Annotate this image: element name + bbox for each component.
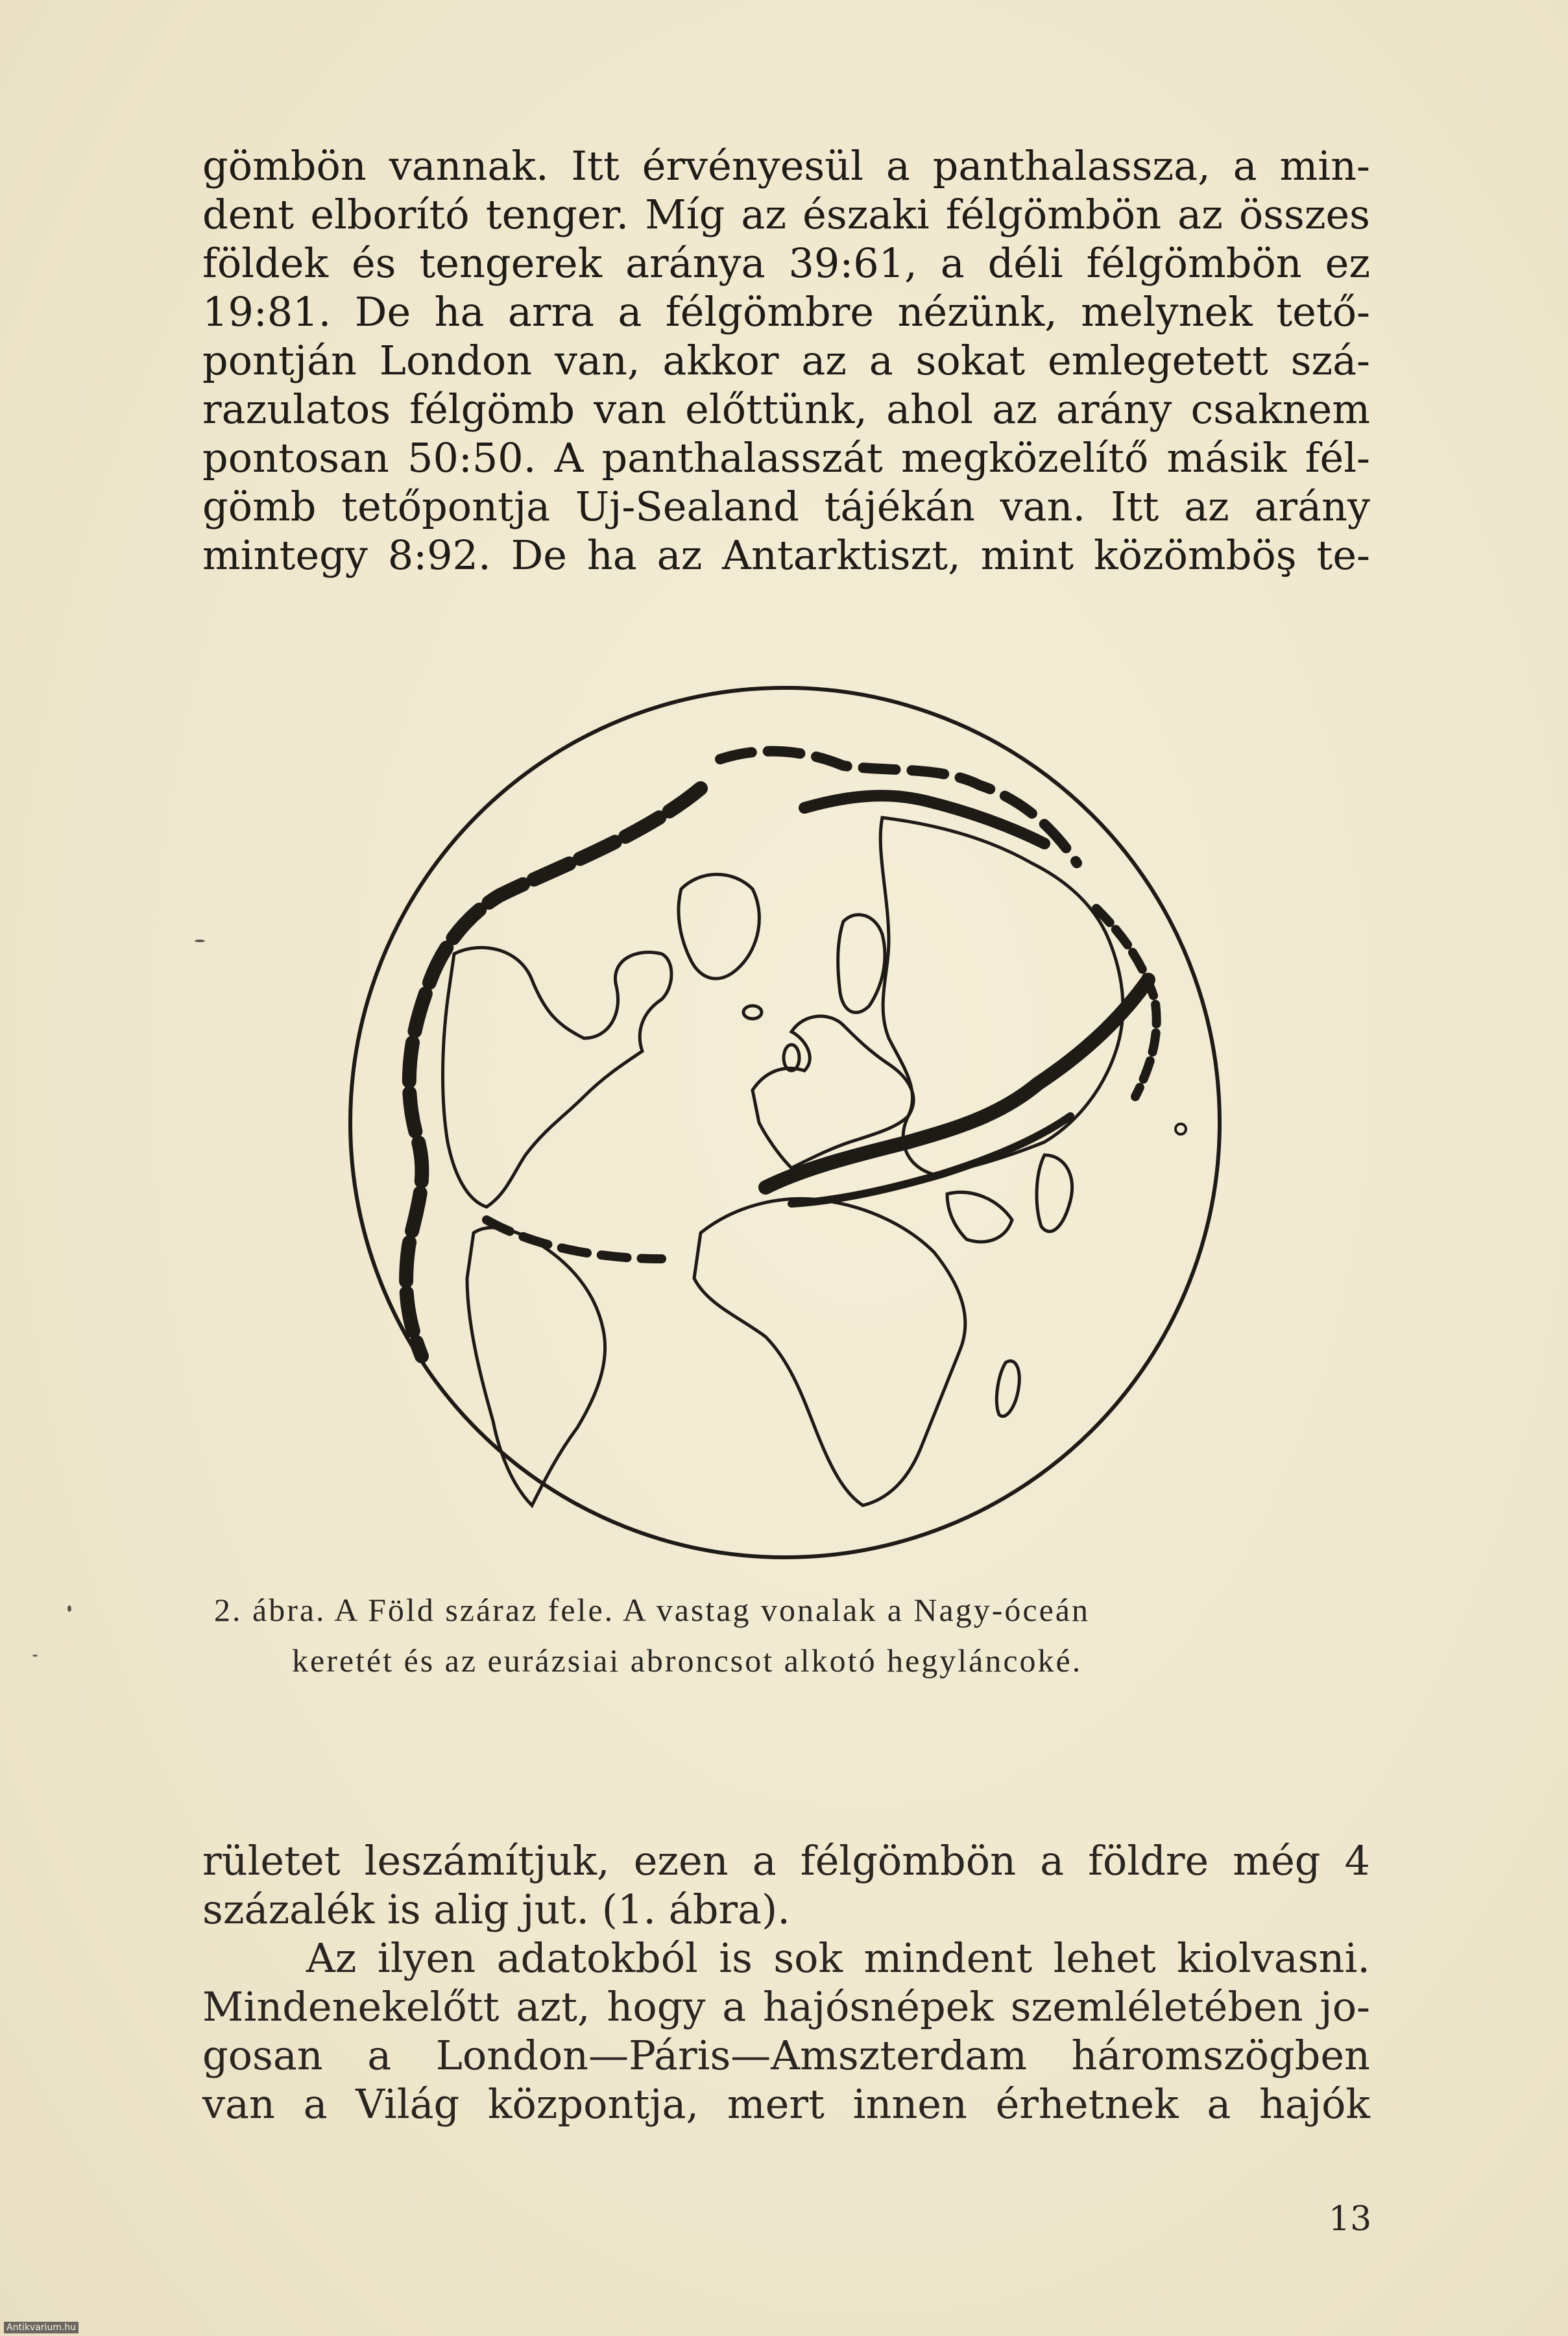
arabia-outline	[947, 1192, 1012, 1241]
arctic-dashed-line	[720, 751, 1077, 863]
top-paragraph	[202, 141, 1370, 579]
atlantic-dashed-line	[487, 1220, 662, 1259]
globe-illustration	[337, 675, 1233, 1570]
paper-speck	[195, 940, 205, 942]
madagascar-outline	[996, 1361, 1019, 1416]
text-line: 19:81. De ha arra a félgömbre nézünk, melynek tető-	[202, 288, 1370, 335]
text-line: dent elborító tenger. Míg az északi félgömbön az összes	[202, 191, 1370, 238]
paper-speck	[32, 1655, 38, 1657]
text-line: pontján London van, akkor az a sokat emlegetett szá-	[202, 337, 1370, 384]
greenland-outline	[679, 875, 759, 979]
paper-speck	[67, 1605, 71, 1612]
north-america-outline	[443, 947, 672, 1207]
text-line: rületet leszámítjuk, ezen a félgömbön a földre még 4	[202, 1837, 1370, 1884]
text-line: mintegy 8:92. De ha az Antarktiszt, mint közömböş te-	[202, 531, 1370, 579]
text-line: százalék is alig jut. (1. ábra).	[202, 1886, 790, 1933]
south-america-outline	[467, 1228, 605, 1505]
globe-outline	[350, 688, 1220, 1557]
text-line: gömb tetőpontja Uj-Sealand tájékán van. Itt az arány	[202, 483, 1370, 530]
figure-caption-line-1: 2. ábra. A Föld száraz fele. A vastag vonalak a Nagy-óceán	[214, 1592, 1090, 1628]
pacific-rim-americas	[406, 788, 701, 1356]
globe-map-svg	[337, 675, 1233, 1570]
africa-outline	[694, 1198, 965, 1505]
watermark-label: Antikvarium.hu	[4, 2322, 78, 2333]
asia-outline	[880, 818, 1123, 1174]
scandinavia-outline	[838, 915, 885, 1013]
text-line: gosan a London—Páris—Amszterdam háromszögben	[202, 2032, 1370, 2079]
text-line: Mindenekelőtt azt, hogy a hajósnépek szemléletében jo-	[202, 1983, 1370, 2030]
bottom-paragraph	[202, 1836, 1370, 2128]
page-number: 13	[1329, 2200, 1372, 2239]
text-line: van a Világ központja, mert innen érhetnek a hajók	[202, 2080, 1370, 2128]
text-line: földek és tengerek aránya 39:61, a déli félgömbön ez	[202, 239, 1370, 287]
iceland-outline	[743, 1006, 762, 1019]
india-outline	[1037, 1155, 1072, 1232]
text-line: pontosan 50:50. A panthalasszát megközelítő másik fél-	[202, 434, 1370, 481]
text-line: razulatos félgömb van előttünk, ahol az arány csaknem	[202, 385, 1370, 433]
figure-caption-line-2: keretét és az eurázsiai abroncsot alkotó hegyláncoké.	[292, 1642, 1083, 1679]
text-line: Az ilyen adatokból is sok mindent lehet kiolvasni.	[306, 1934, 1370, 1982]
small-island-outline	[1176, 1124, 1186, 1134]
eurasian-mountain-belt	[766, 980, 1148, 1187]
text-line: gömbön vannak. Itt érvényesül a panthalassza, a min-	[202, 142, 1370, 189]
